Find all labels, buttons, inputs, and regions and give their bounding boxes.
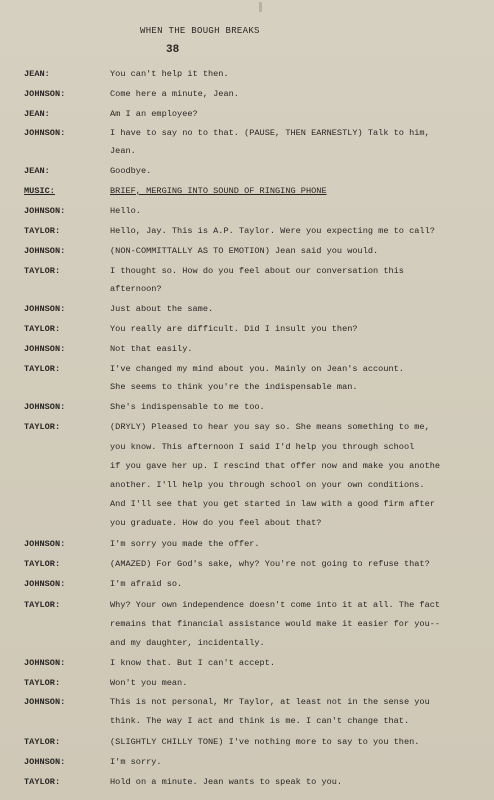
speaker-label: TAYLOR: [24, 559, 61, 569]
dialogue-text: BRIEF, MERGING INTO SOUND OF RINGING PHONE [110, 186, 327, 196]
dialogue-text: Hello, Jay. This is A.P. Taylor. Were you expecting me to call? [110, 226, 435, 236]
speaker-label: TAYLOR: [24, 600, 61, 610]
dialogue-text: You really are difficult. Did I insult you then? [110, 324, 358, 334]
dialogue-text: remains that financial assistance would make it easier for you-- [110, 619, 441, 629]
speaker-label: TAYLOR: [24, 678, 61, 688]
dialogue-text: if you gave her up. I rescind that offer now and make you anothe [110, 461, 441, 471]
dialogue-text: you graduate. How do you feel about that? [110, 518, 322, 528]
dialogue-text: I know that. But I can't accept. [110, 658, 276, 668]
dialogue-text: Not that easily. [110, 344, 193, 354]
page-number: 38 [166, 44, 180, 56]
speaker-label: JOHNSON: [24, 697, 66, 707]
dialogue-text: you know. This afternoon I said I'd help you through school [110, 442, 415, 452]
speaker-label: MUSIC: [24, 186, 55, 196]
speaker-label: JOHNSON: [24, 89, 66, 99]
dialogue-text: This is not personal, Mr Taylor, at least not in the sense you [110, 697, 430, 707]
speaker-label: JOHNSON: [24, 128, 66, 138]
dialogue-text: Just about the same. [110, 304, 214, 314]
dialogue-text: I'm afraid so. [110, 579, 183, 589]
dialogue-text: I have to say no to that. (PAUSE, THEN EARNESTLY) Talk to him, [110, 128, 430, 138]
speaker-label: JEAN: [24, 69, 50, 79]
dialogue-text: (DRYLY) Pleased to hear you say so. She means something to me, [110, 422, 430, 432]
dialogue-text: Hold on a minute. Jean wants to speak to you. [110, 777, 343, 787]
speaker-label: JOHNSON: [24, 344, 66, 354]
speaker-label: TAYLOR: [24, 364, 61, 374]
dialogue-text: Won't you mean. [110, 678, 188, 688]
dialogue-text: And I'll see that you get started in law with a good firm after [110, 499, 435, 509]
dialogue-text: She seems to think you're the indispensable man. [110, 382, 358, 392]
dialogue-text: think. The way I act and think is me. I can't change that. [110, 716, 410, 726]
speaker-label: TAYLOR: [24, 422, 61, 432]
dialogue-text: Why? Your own independence doesn't come into it at all. The fact [110, 600, 441, 610]
dialogue-text: I've changed my mind about you. Mainly on Jean's account. [110, 364, 404, 374]
speaker-label: JOHNSON: [24, 402, 66, 412]
speaker-label: JEAN: [24, 109, 50, 119]
dialogue-text: Goodbye. [110, 166, 152, 176]
dialogue-text: and my daughter, incidentally. [110, 638, 265, 648]
speaker-label: JOHNSON: [24, 539, 66, 549]
speaker-label: TAYLOR: [24, 266, 61, 276]
speaker-label: JOHNSON: [24, 658, 66, 668]
dialogue-text: Come here a minute, Jean. [110, 89, 239, 99]
dialogue-text: (AMAZED) For God's sake, why? You're not going to refuse that? [110, 559, 430, 569]
dialogue-text: (SLIGHTLY CHILLY TONE) I've nothing more to say to you then. [110, 737, 420, 747]
speaker-label: JOHNSON: [24, 246, 66, 256]
dialogue-text: I thought so. How do you feel about our conversation this [110, 266, 404, 276]
speaker-label: TAYLOR: [24, 777, 61, 787]
speaker-label: TAYLOR: [24, 324, 61, 334]
dialogue-text: She's indispensable to me too. [110, 402, 265, 412]
dialogue-text: Jean. [110, 146, 136, 156]
dialogue-text: afternoon? [110, 284, 162, 294]
dialogue-text: I'm sorry you made the offer. [110, 539, 260, 549]
speaker-label: JOHNSON: [24, 579, 66, 589]
speaker-label: TAYLOR: [24, 226, 61, 236]
dialogue-text: You can't help it then. [110, 69, 229, 79]
dialogue-text: Am I an employee? [110, 109, 198, 119]
document-title: WHEN THE BOUGH BREAKS [140, 26, 260, 36]
dialogue-text: Hello. [110, 206, 141, 216]
speaker-label: JOHNSON: [24, 206, 66, 216]
speaker-label: JOHNSON: [24, 757, 66, 767]
dialogue-text: (NON-COMMITTALLY AS TO EMOTION) Jean said you would. [110, 246, 379, 256]
speaker-label: TAYLOR: [24, 737, 61, 747]
dialogue-text: another. I'll help you through school on your own conditions. [110, 480, 425, 490]
speaker-label: JOHNSON: [24, 304, 66, 314]
dialogue-text: I'm sorry. [110, 757, 162, 767]
speaker-label: JEAN: [24, 166, 50, 176]
